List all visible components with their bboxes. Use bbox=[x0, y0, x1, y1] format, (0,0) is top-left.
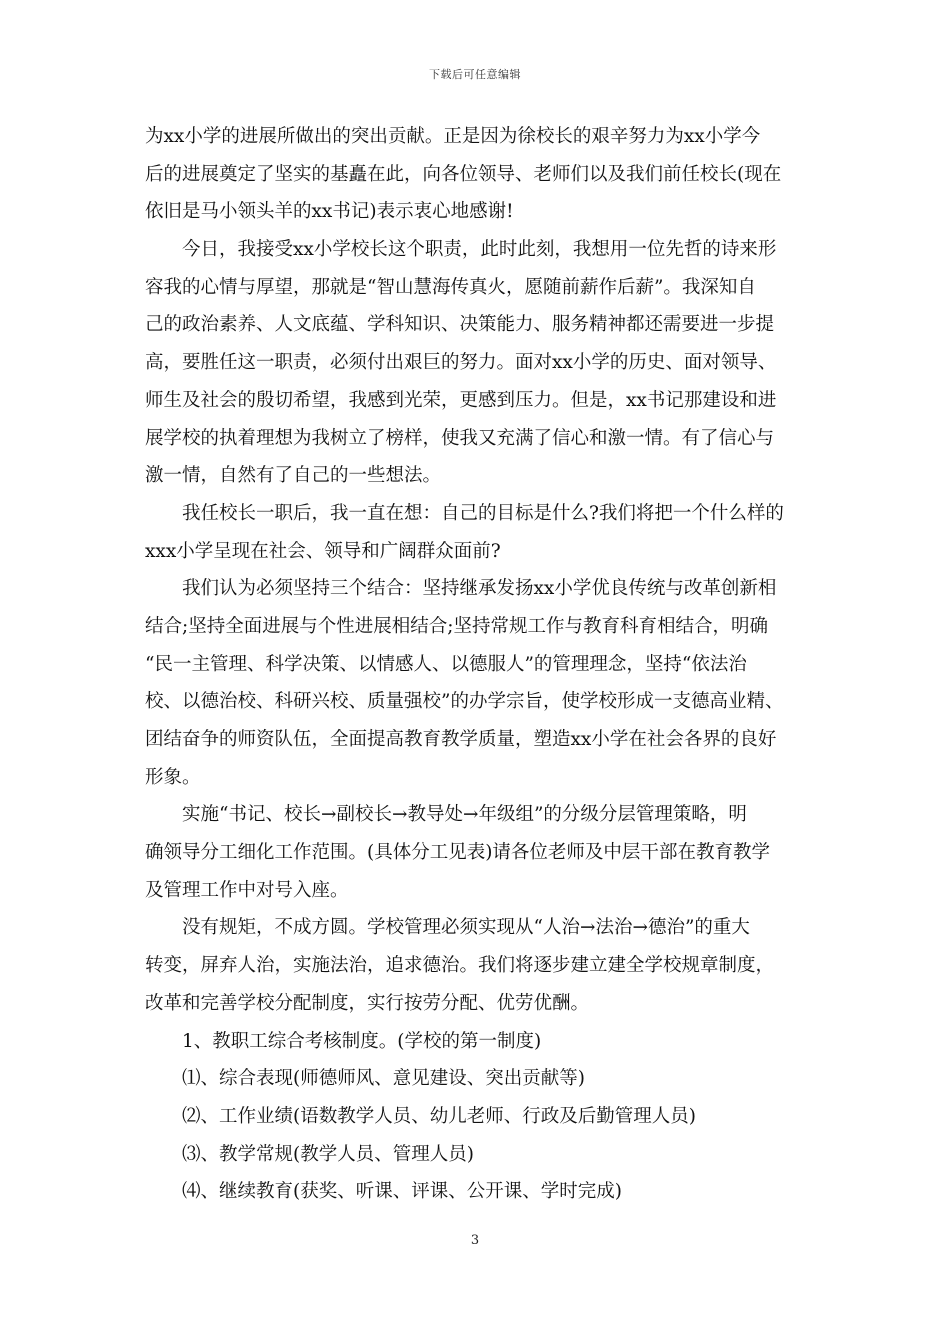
text-line: xxx小学呈现在社会、领导和广阔群众面前? bbox=[145, 540, 501, 562]
text-line: 转变，屏弃人治，实施法治，追求德治。我们将逐步建立建全学校规章制度， bbox=[145, 955, 775, 977]
paragraph-three-combinations bbox=[145, 570, 809, 796]
text-line: 我们认为必须坚持三个结合：坚持继承发扬xx小学优良传统与改革创新相 bbox=[182, 578, 777, 600]
document-body bbox=[145, 118, 809, 1211]
text-line: 依旧是马小领头羊的xx书记)表示衷心地感谢! bbox=[145, 201, 514, 223]
page-number: 3 bbox=[470, 1233, 480, 1248]
text-line: 团结奋争的师资队伍，全面提高教育教学质量，塑造xx小学在社会各界的良好 bbox=[145, 729, 777, 750]
list-item: ⑶、教学常规(教学人员、管理人员) bbox=[182, 1143, 474, 1165]
text-line: 后的进展奠定了坚实的基矗在此，向各位领导、老师们以及我们前任校长(现在 bbox=[145, 163, 782, 185]
text-line: 我任校长一职后，我一直在想：自己的目标是什么?我们将把一个什么样的 bbox=[182, 502, 784, 524]
text-line: 确领导分工细化工作范围。(具体分工见表)请各位老师及中层干部在教育教学 bbox=[145, 842, 770, 864]
text-line: 改革和完善学校分配制度，实行按劳分配、优劳优酬。 bbox=[145, 992, 590, 1014]
paragraph-rules bbox=[145, 909, 809, 1022]
list-item: ⑷、继续教育(获奖、听课、评课、公开课、学时完成) bbox=[182, 1181, 622, 1203]
text-line: 形象。 bbox=[145, 766, 201, 788]
text-line: 没有规矩，不成方圆。学校管理必须实现从“人治→法治→德治”的重大 bbox=[182, 917, 750, 939]
text-line: 实施“书记、校长→副校长→教导处→年级组”的分级分层管理策略，明 bbox=[182, 804, 747, 826]
text-line: 今日，我接受xx小学校长这个职责，此时此刻，我想用一位先哲的诗来形 bbox=[182, 239, 777, 261]
paragraph-management-strategy bbox=[145, 796, 809, 909]
paragraph-new-role bbox=[145, 231, 809, 495]
text-line: 己的政治素养、人文底蕴、学科知识、决策能力、服务精神都还需要进一步提 bbox=[145, 314, 775, 336]
text-line: 高，要胜任这一职责，必须付出艰巨的努力。面对xx小学的历史、面对领导、 bbox=[145, 352, 777, 374]
text-line: 容我的心情与厚望，那就是“智山慧海传真火，愿随前薪作后薪”。我深知自 bbox=[145, 276, 756, 298]
text-line: 校、以德治校、科研兴校、质量强校”的办学宗旨，使学校形成一支德高业精、 bbox=[145, 691, 784, 713]
text-line: 激一情，自然有了自己的一些想法。 bbox=[145, 465, 442, 487]
list-item: 1、教职工综合考核制度。(学校的第一制度) bbox=[182, 1030, 542, 1052]
text-line: 结合;坚持全面进展与个性进展相结合;坚持常规工作与教育科育相结合，明确 bbox=[145, 615, 768, 637]
list-item: ⑴、综合表现(师德师风、意见建设、突出贡献等) bbox=[182, 1068, 585, 1090]
text-line: 师生及社会的殷切希望，我感到光荣，更感到压力。但是，xx书记那建设和进 bbox=[145, 389, 777, 411]
text-line: 及管理工作中对号入座。 bbox=[145, 879, 349, 901]
paragraph-goal bbox=[145, 495, 809, 570]
text-line: “民一主管理、科学决策、以情感人、以德服人”的管理理念，坚持“依法治 bbox=[145, 653, 747, 675]
page-header: 下载后可任意编辑 bbox=[429, 68, 521, 81]
assessment-list bbox=[145, 1023, 809, 1211]
text-line: 展学校的执着理想为我树立了榜样，使我又充满了信心和激一情。有了信心与 bbox=[145, 427, 775, 449]
paragraph-continuation bbox=[145, 118, 809, 231]
text-line: 为xx小学的进展所做出的突出贡献。正是因为徐校长的艰辛努力为xx小学今 bbox=[145, 126, 761, 147]
list-item: ⑵、工作业绩(语数教学人员、幼儿老师、行政及后勤管理人员) bbox=[182, 1105, 696, 1127]
